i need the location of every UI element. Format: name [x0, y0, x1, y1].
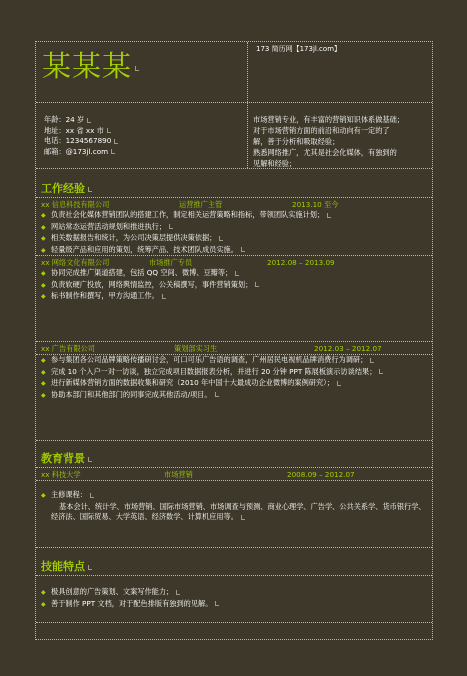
education-header — [41, 469, 432, 480]
section-title-work: 工作经验 — [41, 182, 92, 196]
divider — [36, 575, 432, 576]
name-cell — [36, 42, 247, 102]
job-company: xx 网络文化有限公司 — [41, 258, 110, 267]
skills-list — [41, 587, 426, 610]
summary-line: 见解和经验； — [253, 159, 297, 168]
divider — [36, 197, 432, 198]
job-period: 2012.08 – 2013.09 — [267, 258, 335, 267]
job-header — [41, 343, 432, 354]
job-company: xx 信息科技有限公司 — [41, 200, 110, 209]
job-position: 运营推广主管 — [179, 200, 223, 209]
list-item: ◆ 协助本部门和其他部门的同事完成其他活动/项目。 — [41, 390, 426, 402]
job-position: 策划部实习生 — [174, 344, 218, 353]
photo-note: 173 简历网【173jl.com】 — [256, 45, 342, 53]
list-item: ◆ 协同完成推广渠道搭建，包括 QQ 空间、微博、豆瓣等； — [41, 268, 426, 280]
section-title-education: 教育背景 — [41, 452, 92, 466]
summary-line: 市场营销专业，有丰富的营销知识体系做基础； — [253, 115, 404, 124]
edu-school: xx 科技大学 — [41, 470, 81, 479]
list-item: ◆ 善于制作 PPT 文档，对于配色排版有独到的见解。 — [41, 599, 426, 611]
job-duties — [41, 355, 426, 401]
info-email: 邮箱：@173jl.com — [44, 147, 118, 158]
edu-period: 2008.09 – 2012.07 — [287, 470, 355, 479]
job-period: 2012.03 – 2012.07 — [314, 344, 382, 353]
summary-line: 对于市场营销方面的前沿和动向有一定的了 — [253, 126, 390, 135]
education-details — [41, 490, 426, 523]
list-item: ◆ 网站常态运营活动规划和推进执行； — [41, 222, 426, 234]
job-period: 2013.10 至今 — [292, 200, 339, 209]
list-item: ◆ 标书制作和撰写，甲方沟通工作。 — [41, 291, 426, 303]
list-item: ◆ 负责社会化媒体营销团队的搭建工作，制定相关运营策略和指标，带领团队实施计划； — [41, 210, 426, 222]
job-duties — [41, 268, 426, 303]
list-item: ◆ 主修课程： — [41, 490, 426, 502]
job-duties — [41, 210, 426, 256]
divider — [36, 480, 432, 481]
divider — [36, 547, 432, 548]
resume-name: 某某某 — [42, 48, 139, 84]
list-item: ◆ 相关数据报告和统计，为公司决策层提供决策依据； — [41, 233, 426, 245]
photo-cell — [247, 42, 432, 102]
info-phone: 电话：1234567890 — [44, 136, 118, 147]
course-list: 基本会计、统计学、市场营销、国际市场营销、市场调查与预测、商业心理学、广告学、公共关系学、货币银行学、经济法、国际贸易、大学英语、经济数学、计算机应用等。 — [51, 501, 426, 521]
divider — [36, 622, 432, 623]
divider — [36, 440, 432, 441]
job-company: xx 广告有限公司 — [41, 344, 95, 353]
job-header — [41, 257, 432, 268]
info-age: 年龄：24 岁 — [44, 115, 118, 126]
list-item: ◆ 极具创意的广告策划、文案写作能力； — [41, 587, 426, 599]
job-header — [41, 199, 432, 210]
summary-cell — [247, 103, 432, 168]
personal-info — [36, 103, 247, 168]
divider — [36, 341, 432, 342]
resume-page — [35, 41, 433, 640]
list-item: ◆ 参与集团各公司品牌策略传播研讨会，可口可乐广告语的调查，广州居民电视机品牌消费行为调研； — [41, 355, 426, 367]
info-address: 地址：xx 省 xx 市 — [44, 126, 118, 137]
list-item: ◆ 轻量级产品和应用的策划，统筹产品、技术团队成员实施。 — [41, 245, 426, 257]
divider — [36, 255, 432, 256]
section-title-skills: 技能特点 — [41, 560, 92, 574]
divider — [36, 467, 432, 468]
info-row — [36, 103, 432, 169]
list-item: ◆ 负责软硬广投放，网络舆情监控，公关稿撰写，事件营销策划； — [41, 280, 426, 292]
work-section-header — [36, 169, 432, 197]
summary-line: 熟悉网络推广，尤其是社会化媒体，有独到的 — [253, 148, 397, 157]
summary-line: 解，善于分析和吸取经验； — [253, 137, 340, 146]
job-position: 市场推广专员 — [149, 258, 193, 267]
list-item: ◆ 进行新媒体营销方面的数据收集和研究（2010 年中国十大最成功企业微博的案例研究）； — [41, 378, 426, 390]
edu-major: 市场营销 — [164, 470, 193, 479]
list-item: ◆ 完成 10 个入户一对一访谈，独立完成项目数据报表分析，并进行 20 分钟 PPT 陈展板演示访谈结果； — [41, 367, 426, 379]
header-row — [36, 42, 432, 103]
